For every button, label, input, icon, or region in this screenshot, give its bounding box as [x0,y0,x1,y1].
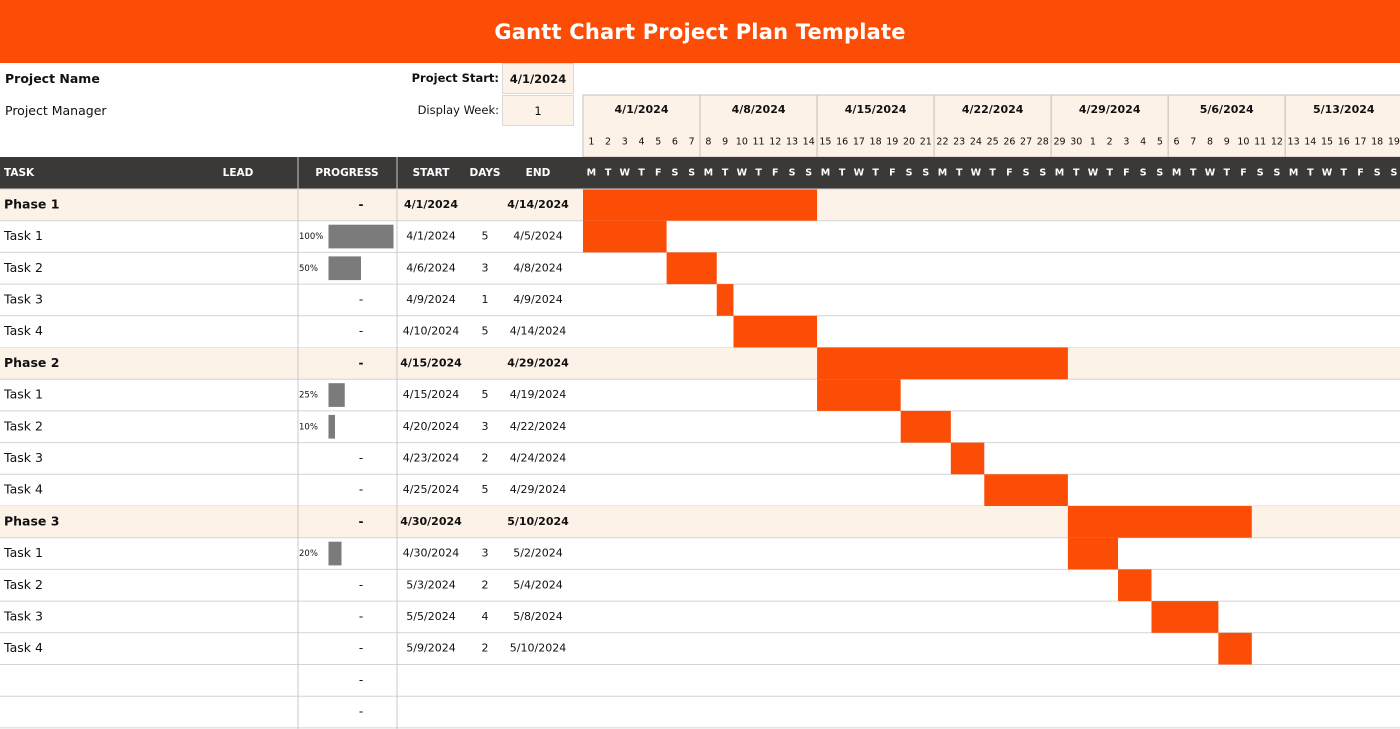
weekday-letter: S [788,167,796,179]
day-number: 29 [1053,136,1066,148]
day-number: 5 [1156,136,1163,148]
day-number: 15 [1320,136,1334,148]
weekday-letter: T [1307,167,1314,179]
day-number: 21 [919,136,932,148]
end-date: 5/8/2024 [513,609,563,623]
gantt-bar[interactable] [667,252,717,284]
progress-label: - [358,482,364,497]
weekday-letter: T [1072,167,1080,179]
day-number: 11 [1254,136,1267,148]
weekday-letter: S [922,167,930,179]
task-name: Phase 3 [4,513,60,529]
column-header-progress: PROGRESS [315,167,379,179]
duration-days: 5 [481,388,489,402]
gantt-bar[interactable] [1151,601,1218,633]
day-number: 8 [705,136,712,148]
week-header-label: 4/29/2024 [1078,103,1141,116]
task-name: Task 1 [4,228,43,244]
day-number: 28 [1036,136,1049,148]
task-row [0,538,1400,570]
day-number: 19 [1387,136,1400,148]
gantt-bar[interactable] [984,474,1068,506]
start-date: 4/6/2024 [406,261,456,275]
start-date: 4/1/2024 [406,229,456,243]
start-date: 4/25/2024 [402,483,460,497]
end-date: 5/10/2024 [507,514,569,528]
task-name: Phase 2 [4,354,60,370]
start-date: 4/9/2024 [406,292,456,306]
task-name: Task 4 [4,481,43,497]
end-date: 4/19/2024 [509,388,567,402]
progress-bar [329,256,362,280]
weekday-letter: M [1288,167,1299,179]
project-name-label: Project Name [5,71,100,86]
day-number: 16 [1337,136,1350,148]
gantt-bar[interactable] [717,284,734,316]
progress-label: - [358,355,364,370]
start-date: 4/30/2024 [400,514,462,528]
weekday-letter: T [1223,167,1230,179]
day-number: 30 [1070,136,1083,148]
task-name: Task 4 [4,323,43,339]
day-number: 23 [953,136,966,148]
day-number: 6 [671,136,678,148]
day-number: 4 [1140,136,1147,148]
duration-days: 2 [481,578,489,592]
progress-bar [329,415,336,439]
weekday-letter: W [619,167,631,179]
display-week-label: Display Week: [417,103,499,117]
gantt-bar[interactable] [901,411,951,443]
day-number: 14 [802,136,815,148]
task-row [0,601,1400,633]
day-number: 12 [1270,136,1283,148]
gantt-bar[interactable] [817,379,901,411]
day-number: 6 [1173,136,1180,148]
day-number: 8 [1206,136,1214,148]
weekday-letter: F [1006,167,1013,179]
column-header-days: DAYS [469,167,501,179]
weekday-letter: T [1190,167,1197,179]
day-number: 17 [852,136,865,148]
progress-label: - [358,672,364,687]
weekday-letter: T [872,167,879,179]
weekday-letter: S [1139,167,1147,179]
progress-label: - [358,324,364,339]
day-number: 2 [605,136,612,148]
day-number: 11 [752,136,765,148]
phase-row [0,348,1400,380]
day-number: 22 [936,136,949,148]
duration-days: 3 [481,419,489,433]
start-date: 4/20/2024 [402,419,460,433]
start-date: 4/23/2024 [402,451,460,465]
weekday-letter: M [586,167,597,179]
day-number: 13 [785,136,799,148]
day-number: 5 [655,136,662,148]
weekday-letter: S [1273,167,1281,179]
weekday-letter: F [1240,167,1247,179]
progress-label: - [358,704,364,719]
column-header-end: END [525,167,551,179]
task-row [0,569,1400,601]
day-number: 3 [621,136,628,148]
weekday-letter: S [688,167,696,179]
progress-label: - [358,641,364,656]
day-number: 9 [1223,136,1230,148]
task-name: Task 3 [4,449,43,465]
day-number: 16 [836,136,849,148]
weekday-letter: M [937,167,948,179]
empty-row [0,673,1400,696]
end-date: 4/22/2024 [509,419,567,433]
weekday-letter: T [1340,167,1348,179]
progress-label: 10% [299,422,318,433]
start-date: 5/9/2024 [406,641,456,655]
day-number: 3 [1123,136,1130,148]
column-header-task: TASK [4,167,35,179]
weekday-letter: S [671,167,679,179]
task-name: Task 3 [4,608,43,624]
day-number: 12 [769,136,782,148]
progress-label: - [358,609,364,624]
progress-label: - [358,197,364,212]
weekday-letter: M [820,167,831,179]
weekday-letter: F [1357,167,1364,179]
project-manager-label: Project Manager [5,103,107,118]
end-date: 5/10/2024 [509,641,567,655]
duration-days: 1 [481,292,489,306]
gantt-bar[interactable] [1118,569,1151,601]
start-date: 5/3/2024 [406,578,456,592]
progress-label: - [358,514,364,529]
gantt-bar[interactable] [1068,506,1252,538]
task-row [0,474,1400,506]
task-name: Phase 1 [4,196,60,212]
weekday-letter: T [838,167,846,179]
end-date: 4/14/2024 [509,324,567,338]
task-name: Task 4 [4,640,43,656]
gantt-bar[interactable] [951,443,984,475]
duration-days: 5 [481,324,489,338]
progress-label: 50% [299,263,318,274]
progress-label: 25% [299,390,318,401]
gantt-bar[interactable] [1068,538,1118,570]
weekday-letter: W [853,167,865,179]
task-row [0,316,1400,348]
start-date: 4/15/2024 [400,356,462,370]
weekday-letter: S [1156,167,1164,179]
week-header-label: 4/15/2024 [844,103,907,116]
weekday-letter: S [805,167,813,179]
weekday-letter: F [772,167,779,179]
weekday-letter: T [955,167,963,179]
phase-row [0,189,1400,221]
duration-days: 3 [481,261,489,275]
phase-row-bg [0,348,1400,380]
day-number: 2 [1106,136,1113,148]
end-date: 4/24/2024 [509,451,567,465]
gantt-bar[interactable] [583,189,817,221]
day-number: 1 [588,136,595,148]
task-row [0,411,1400,443]
weekday-letter: W [1087,167,1099,179]
project-start-input[interactable]: 4/1/2024 [502,63,574,94]
progress-label: 20% [299,549,318,560]
weekday-letter: S [1390,167,1398,179]
week-header-label: 5/6/2024 [1199,103,1254,116]
day-number: 17 [1354,136,1367,148]
day-number: 14 [1304,136,1317,148]
duration-days: 5 [481,229,489,243]
day-number: 1 [1089,136,1096,148]
duration-days: 5 [481,483,489,497]
task-row [0,633,1400,665]
task-row [0,252,1400,284]
day-number: 4 [638,136,645,148]
weekday-letter: S [1039,167,1047,179]
column-header-lead: LEAD [222,167,254,179]
duration-days: 4 [481,609,489,623]
weekday-letter: T [604,167,612,179]
week-header-label: 5/13/2024 [1312,103,1375,116]
day-number: 27 [1020,136,1033,148]
weekday-letter: W [1204,167,1216,179]
end-date: 4/9/2024 [513,292,563,306]
day-number: 20 [902,136,916,148]
start-date: 4/15/2024 [402,388,460,402]
end-date: 4/29/2024 [509,483,567,497]
day-number: 7 [688,136,695,148]
empty-row [0,705,1400,728]
weekday-letter: S [905,167,913,179]
task-row [0,221,1400,253]
weekday-letter: M [1054,167,1065,179]
day-number: 15 [819,136,832,148]
weekday-letter: W [736,167,748,179]
weekday-letter: S [1256,167,1264,179]
gantt-bar[interactable] [583,221,667,253]
project-start-label: Project Start: [411,71,499,85]
day-number: 13 [1287,136,1300,148]
day-number: 25 [986,136,999,148]
progress-label: - [358,292,364,307]
week-header-label: 4/8/2024 [731,103,786,116]
weekday-letter: T [721,167,729,179]
start-date: 4/1/2024 [404,197,458,211]
gantt-bar[interactable] [733,316,817,348]
progress-label: 100% [299,232,324,243]
progress-label: - [358,450,364,465]
weekday-letter: M [703,167,714,179]
start-date: 4/30/2024 [402,546,460,560]
progress-label: - [358,577,364,592]
task-row [0,379,1400,411]
week-header-label: 4/22/2024 [961,103,1024,116]
day-number: 24 [969,136,982,148]
weekday-letter: F [1123,167,1130,179]
progress-bar [329,542,342,566]
end-date: 5/4/2024 [513,578,563,592]
weekday-letter: T [638,167,645,179]
start-date: 4/10/2024 [402,324,460,338]
progress-bar [329,225,394,249]
weekday-letter: M [1171,167,1182,179]
weekday-letter: W [970,167,982,179]
phase-row [0,506,1400,538]
duration-days: 2 [481,451,489,465]
day-number: 19 [886,136,899,148]
end-date: 5/2/2024 [513,546,563,560]
weekday-letter: T [755,167,762,179]
task-name: Task 1 [4,545,43,561]
week-header-label: 4/1/2024 [614,103,669,116]
end-date: 4/14/2024 [507,197,569,211]
duration-days: 3 [481,546,489,560]
weekday-letter: F [654,167,662,179]
progress-bar [329,383,345,407]
weekday-letter: S [1373,167,1381,179]
weekday-letter: T [989,167,996,179]
task-name: Task 2 [4,576,43,592]
task-name: Task 1 [4,386,43,402]
day-number: 10 [735,136,748,148]
task-name: Task 3 [4,291,43,307]
end-date: 4/29/2024 [507,356,569,370]
duration-days: 2 [481,641,489,655]
end-date: 4/8/2024 [513,261,563,275]
column-header-start: START [412,167,450,179]
day-number: 9 [722,136,729,148]
weekday-letter: T [1106,167,1113,179]
task-row [0,284,1400,316]
day-number: 18 [869,136,882,148]
weekday-letter: F [889,167,896,179]
task-name: Task 2 [4,259,43,275]
display-week-input[interactable]: 1 [502,95,574,126]
weekday-letter: W [1321,167,1333,179]
day-number: 26 [1003,136,1016,148]
gantt-bar[interactable] [817,348,1068,380]
day-number: 7 [1190,136,1197,148]
weekday-letter: S [1022,167,1030,179]
task-row [0,443,1400,475]
gantt-bar[interactable] [1218,633,1251,665]
start-date: 5/5/2024 [406,609,456,623]
task-name: Task 2 [4,418,43,434]
end-date: 4/5/2024 [513,229,563,243]
day-number: 18 [1371,136,1384,148]
page-title: Gantt Chart Project Plan Template [0,0,1400,63]
day-number: 10 [1237,136,1250,148]
